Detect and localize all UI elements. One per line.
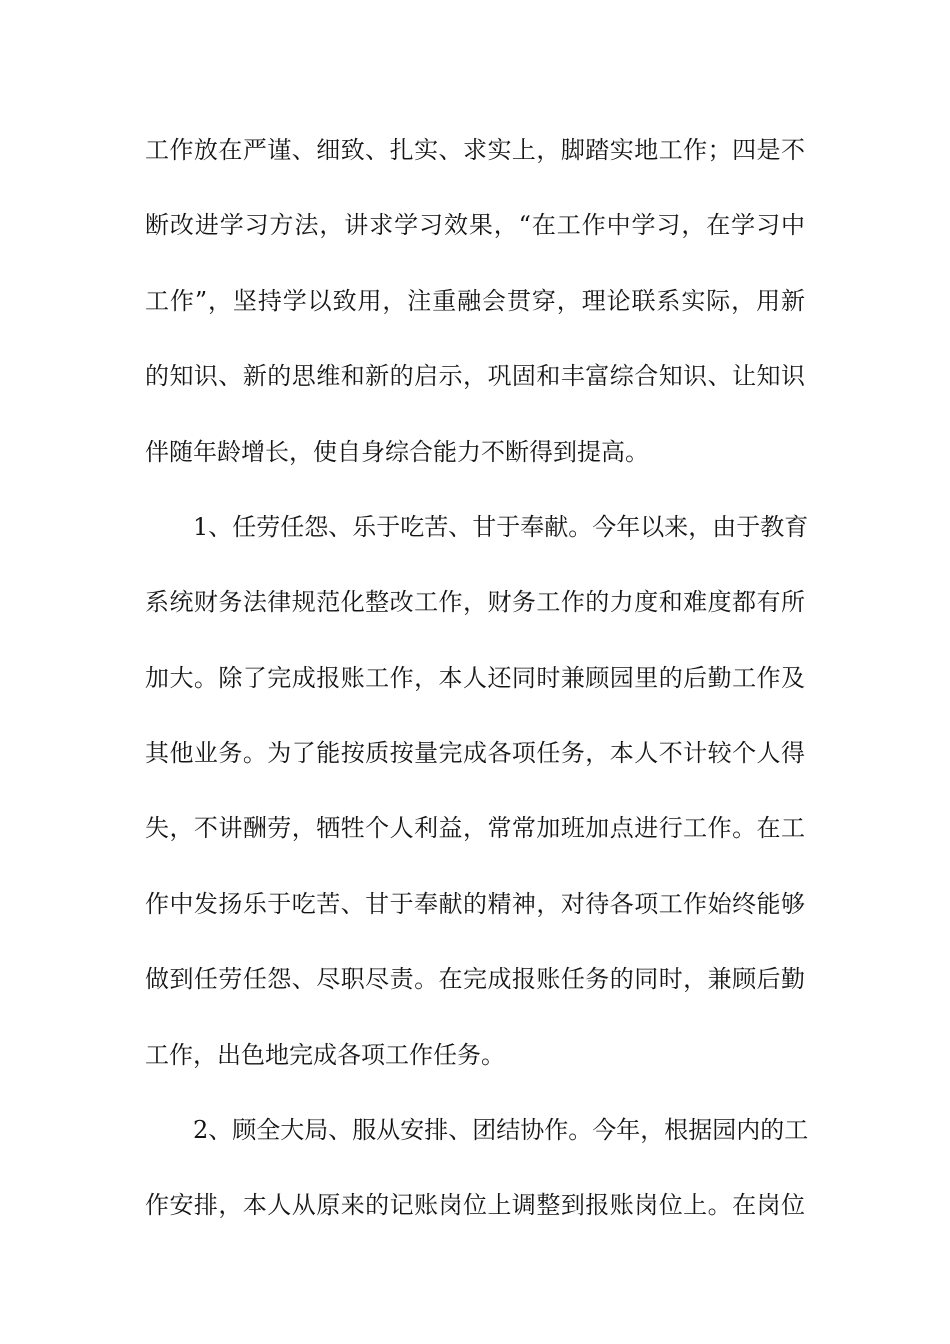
paragraph-line: 工作”，坚持学以致用，注重融会贯穿，理论联系实际，用新 xyxy=(145,287,805,315)
paragraph-line: 加大。除了完成报账工作，本人还同时兼顾园里的后勤工作及 xyxy=(145,664,805,692)
paragraph-line: 断改进学习方法，讲求学习效果，“在工作中学习，在学习中 xyxy=(145,211,805,239)
paragraph-line: 失，不讲酬劳，牺牲个人利益，常常加班加点进行工作。在工 xyxy=(145,814,805,842)
paragraph-line: 工作放在严谨、细致、扎实、求实上，脚踏实地工作；四是不 xyxy=(145,136,805,164)
paragraph-line: 系统财务法律规范化整改工作，财务工作的力度和难度都有所 xyxy=(145,588,805,616)
paragraph-line: 1、任劳任怨、乐于吃苦、甘于奉献。今年以来，由于教育 xyxy=(193,513,809,541)
paragraph-line: 其他业务。为了能按质按量完成各项任务，本人不计较个人得 xyxy=(145,739,805,767)
paragraph-line: 作安排，本人从原来的记账岗位上调整到报账岗位上。在岗位 xyxy=(145,1191,805,1219)
paragraph-line: 伴随年龄增长，使自身综合能力不断得到提高。 xyxy=(145,438,649,466)
paragraph-line: 工作，出色地完成各项工作任务。 xyxy=(145,1041,505,1069)
paragraph-line: 作中发扬乐于吃苦、甘于奉献的精神，对待各项工作始终能够 xyxy=(145,890,805,918)
paragraph-line: 2、顾全大局、服从安排、团结协作。今年，根据园内的工 xyxy=(193,1116,809,1144)
paragraph-line: 做到任劳任怨、尽职尽责。在完成报账任务的同时，兼顾后勤 xyxy=(145,965,805,993)
paragraph-line: 的知识、新的思维和新的启示，巩固和丰富综合知识、让知识 xyxy=(145,362,805,390)
